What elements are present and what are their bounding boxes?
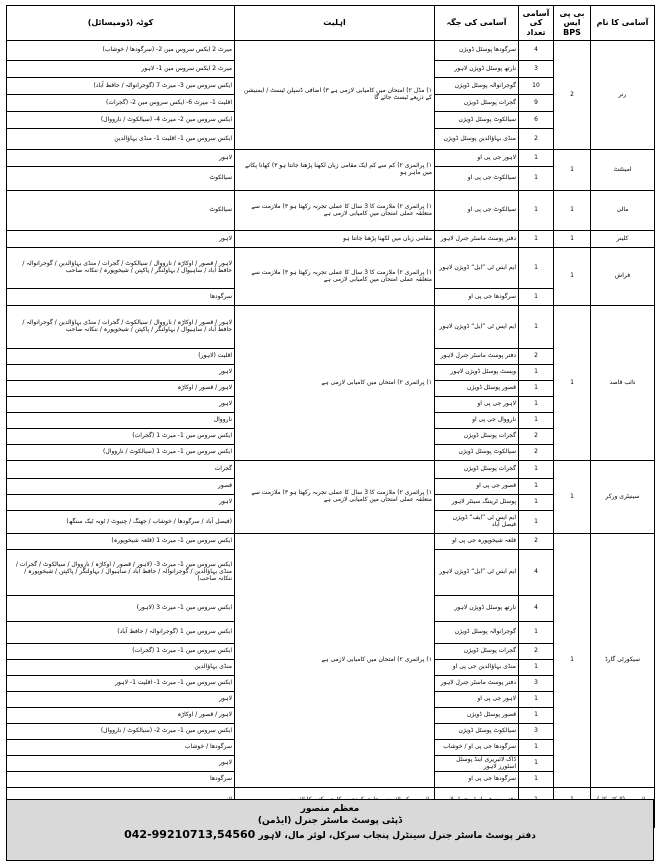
quota-cell: ایکس سروس مین 1- میرٹ 1- اقلیت 1- لاہور xyxy=(7,676,235,692)
place-cell: قلعہ شیخوپورہ جی پی او xyxy=(435,534,519,550)
quota-cell: ایکس سروس مین 1- میرٹ 1 (قلعہ شیخوپورہ) xyxy=(7,534,235,550)
quota-cell: لاہور xyxy=(7,365,235,381)
quota-cell: لاہور xyxy=(7,150,235,167)
table-row xyxy=(7,306,655,349)
bps-cell: 1 xyxy=(554,191,591,231)
quota-cell: ایکس سروس مین 1- میرٹ 2- (سیالکوٹ / نارووال) xyxy=(7,724,235,740)
place-cell: گوجرانوالہ پوسٹل ڈویژن xyxy=(435,622,519,644)
place-cell: دفتر پوسٹ ماسٹر جنرل لاہور xyxy=(435,231,519,248)
table-row xyxy=(7,150,655,167)
count-cell: 1 xyxy=(519,150,554,167)
count-cell: 2 xyxy=(519,534,554,550)
jobs-table-body xyxy=(7,41,655,828)
qualification-cell: ۱) مڈل ۲) امتحان میں کامیابی لازمی ہے ۳) اضافی ڈسپلن ٹیسٹ / ایمنیشن کے ذریعے ٹیسٹ جائے گا xyxy=(235,41,435,150)
place-cell: لاہور جی پی او xyxy=(435,397,519,413)
place-cell: ڈاک لائبریری اینڈ پوسٹل اسٹورز لاہور xyxy=(435,756,519,772)
count-cell: 1 xyxy=(519,413,554,429)
post-name-cell: سینیٹری ورکر xyxy=(591,461,655,534)
quota-cell: منڈی بہاؤالدین xyxy=(7,660,235,676)
qualification-cell: ۱) پرائمری ۲) ملازمت کا 3 سال کا عملی تجربہ رکھتا ہو ۳) ملازمت سے متعلقہ عملی امتحان میں کامیابی لازمی ہے xyxy=(235,191,435,231)
jobs-table xyxy=(6,5,655,828)
count-cell: 4 xyxy=(519,41,554,61)
count-cell: 1 xyxy=(519,461,554,479)
count-cell: 2 xyxy=(519,349,554,365)
place-cell: نارووال جی پی او xyxy=(435,413,519,429)
place-cell: دفتر پوسٹ ماسٹر جنرل لاہور xyxy=(435,676,519,692)
quota-cell: ایکس سروس مین 3- میرٹ 7 (گوجرانوالہ / حافظ آباد) xyxy=(7,78,235,95)
count-cell: 2 xyxy=(519,129,554,150)
qualification-cell: ۱) پرائمری ۲) کم سے کم ایک مقامی زبان لکھنا پڑھنا جانتا ہو ۳) کھانا پکانے میں ماہر ہو xyxy=(235,150,435,191)
count-cell: 4 xyxy=(519,550,554,596)
place-cell: گجرات پوسٹل ڈویژن xyxy=(435,461,519,479)
qualification-cell: ۱) پرائمری ۲) امتحان میں کامیابی لازمی ہے xyxy=(235,534,435,788)
table-row xyxy=(7,41,655,61)
place-cell: سیالکوٹ جی پی او xyxy=(435,191,519,231)
count-cell: 1 xyxy=(519,289,554,306)
quota-cell: ایکس سروس مین 1- میرٹ 1 (گجرات) xyxy=(7,644,235,660)
bps-cell: 1 xyxy=(554,150,591,191)
quota-cell: ایکس سروس مین 1- میرٹ 3 (لاہور) xyxy=(7,596,235,622)
count-cell: 1 xyxy=(519,231,554,248)
bps-cell: 1 xyxy=(554,306,591,461)
place-cell: سیالکوٹ پوسٹل ڈویژن xyxy=(435,724,519,740)
table-row xyxy=(7,191,655,231)
quota-cell: لاہور xyxy=(7,397,235,413)
header-post-name: آسامی کا نام xyxy=(591,6,655,41)
table-row xyxy=(7,461,655,479)
quota-cell: اقلیت (لاہور) xyxy=(7,349,235,365)
count-cell: 3 xyxy=(519,724,554,740)
office-name: دفتر پوسٹ ماسٹر جنرل سینٹرل پنجاب سرکل، لوئر مال، لاہور xyxy=(258,831,536,841)
post-name-cell: فراش xyxy=(591,248,655,306)
count-cell: 1 xyxy=(519,479,554,495)
count-cell: 2 xyxy=(519,644,554,660)
count-cell: 2 xyxy=(519,445,554,461)
place-cell: منڈی بہاؤالدین جی پی او xyxy=(435,660,519,676)
quota-cell: ایکس سروس مین 1- میرٹ 1 (سیالکوٹ / نارووال) xyxy=(7,445,235,461)
quota-cell: ایکس سروس مین 1- میرٹ 3- (لاہور / قصور / اوکاڑہ / نارووال / سیالکوٹ / گجرات / منڈی بہاؤالدین / گوجرانوالہ / حافظ آباد / ساہیوال / بہاولنگر / پاکپتن / شیخوپورہ / ننکانہ صاحب) xyxy=(7,550,235,596)
quota-cell: (فیصل آباد / سرگودھا / خوشاب / جھنگ / چنیوٹ / ٹوبہ ٹیک سنگھ) xyxy=(7,511,235,534)
quota-cell: نارووال xyxy=(7,413,235,429)
count-cell: 1 xyxy=(519,365,554,381)
place-cell: دفتر پوسٹ ماسٹر جنرل لاہور xyxy=(435,349,519,365)
post-name-cell: کلینر xyxy=(591,231,655,248)
place-cell: نارتھ پوسٹل ڈویژن لاہور xyxy=(435,596,519,622)
count-cell: 4 xyxy=(519,596,554,622)
place-cell: پوسٹل ٹریننگ سینٹر لاہور xyxy=(435,495,519,511)
count-cell: 9 xyxy=(519,95,554,112)
count-cell: 1 xyxy=(519,772,554,788)
quota-cell: سرگودھا xyxy=(7,772,235,788)
place-cell: قصور پوسٹل ڈویژن xyxy=(435,708,519,724)
post-name-cell: نائب قاصد xyxy=(591,306,655,461)
count-cell: 1 xyxy=(519,191,554,231)
place-cell: سرگودھا جی پی او xyxy=(435,772,519,788)
place-cell: قصور پوسٹل ڈویژن xyxy=(435,381,519,397)
count-cell: 3 xyxy=(519,676,554,692)
qualification-cell: ۱) پرائمری ۲) ملازمت کا 3 سال کا عملی تجربہ رکھتا ہو ۳) ملازمت سے متعلقہ عملی امتحان میں کامیابی لازمی ہے xyxy=(235,461,435,534)
place-cell: لاہور جی پی او xyxy=(435,150,519,167)
quota-cell: میرٹ 2 ایکس سروس مین 2- (سرگودھا / خوشاب) xyxy=(7,41,235,61)
quota-cell: قصور xyxy=(7,479,235,495)
count-cell: 10 xyxy=(519,78,554,95)
place-cell: سیالکوٹ پوسٹل ڈویژن xyxy=(435,445,519,461)
place-cell: گوجرانوالہ پوسٹل ڈویژن xyxy=(435,78,519,95)
count-cell: 1 xyxy=(519,660,554,676)
quota-cell: ایکس سروس مین 2- میرٹ 4- (سیالکوٹ / نارووال) xyxy=(7,112,235,129)
header-place: آسامی کی جگہ xyxy=(435,6,519,41)
place-cell: سیالکوٹ پوسٹل ڈویژن xyxy=(435,112,519,129)
count-cell: 1 xyxy=(519,708,554,724)
count-cell: 1 xyxy=(519,622,554,644)
bps-cell: 1 xyxy=(554,534,591,788)
count-cell: 1 xyxy=(519,511,554,534)
place-cell: منڈی بہاؤالدین پوسٹل ڈویژن xyxy=(435,129,519,150)
office-address xyxy=(7,828,653,841)
qualification-cell: ۱) پرائمری ۲) امتحان میں کامیابی لازمی ہے xyxy=(235,306,435,461)
post-name-cell: سیکورٹی گارڈ xyxy=(591,534,655,788)
place-cell: سرگودھا جی پی او / خوشاب xyxy=(435,740,519,756)
quota-cell: لاہور / قصور / اوکاڑہ xyxy=(7,708,235,724)
footer-box xyxy=(6,799,654,861)
place-cell: نارتھ پوسٹل ڈویژن لاہور xyxy=(435,61,519,78)
header-bps: بی پی ایس BPS xyxy=(554,6,591,41)
qualification-cell: ۱) پرائمری ۲) ملازمت کا 3 سال کا عملی تجربہ رکھتا ہو ۳) ملازمت سے متعلقہ عملی امتحان میں کامیابی لازمی ہے xyxy=(235,248,435,306)
officer-designation: ڈپٹی پوسٹ ماسٹر جنرل (ایڈمن) xyxy=(257,816,403,826)
quota-cell: لاہور xyxy=(7,692,235,708)
quota-cell: سیالکوٹ xyxy=(7,167,235,191)
quota-cell: ایکس سروس مین 1- اقلیت 1- منڈی بہاؤالدین xyxy=(7,129,235,150)
quota-cell: گجرات xyxy=(7,461,235,479)
place-cell: ایم ایس ٹی ”ایل“ ڈویژن لاہور xyxy=(435,306,519,349)
place-cell: ایم ایس ٹی ”ایف“ ڈویژن فیصل آباد xyxy=(435,511,519,534)
place-cell: ایم ایس ٹی ”ایل“ ڈویژن لاہور xyxy=(435,248,519,289)
quota-cell: سرگودھا xyxy=(7,289,235,306)
place-cell: ایم ایس ٹی ”ایل“ ڈویژن لاہور xyxy=(435,550,519,596)
quota-cell: لاہور / قصور / اوکاڑہ / نارووال / سیالکوٹ / گجرات / منڈی بہاؤالدین / گوجرانوالہ / حافظ آباد / ساہیوال / بہاولنگر / پاکپتن / شیخوپورہ / ننکانہ صاحب xyxy=(7,306,235,349)
count-cell: 1 xyxy=(519,306,554,349)
post-name-cell: مالی xyxy=(591,191,655,231)
advertisement-page xyxy=(6,5,654,861)
count-cell: 3 xyxy=(519,61,554,78)
quota-cell: لاہور xyxy=(7,495,235,511)
bps-cell: 2 xyxy=(554,41,591,150)
count-cell: 2 xyxy=(519,429,554,445)
post-name-cell: امینٹنٹ xyxy=(591,150,655,191)
officer-name: معظم منصور xyxy=(300,804,360,814)
count-cell: 1 xyxy=(519,167,554,191)
place-cell: گجرات پوسٹل ڈویژن xyxy=(435,644,519,660)
quota-cell: سیالکوٹ xyxy=(7,191,235,231)
quota-cell: ایکس سروس مین 1 (گوجرانوالہ / حافظ آباد) xyxy=(7,622,235,644)
bps-cell: 1 xyxy=(554,248,591,306)
quota-cell: ایکس سروس مین 1- میرٹ 1 (گجرات) xyxy=(7,429,235,445)
place-cell: ویسٹ پوسٹل ڈویژن لاہور xyxy=(435,365,519,381)
place-cell: قصور جی پی او xyxy=(435,479,519,495)
quota-cell: سرگودھا / خوشاب xyxy=(7,740,235,756)
header-count: آسامی کی تعداد xyxy=(519,6,554,41)
header-quota: کوٹہ (ڈومیسائل) xyxy=(7,6,235,41)
header-qualification: اہلیت xyxy=(235,6,435,41)
place-cell: لاہور جی پی او xyxy=(435,692,519,708)
quota-cell: اقلیت 1- میرٹ 6- ایکس سروس مین 2- (گجرات) xyxy=(7,95,235,112)
quota-cell: لاہور xyxy=(7,231,235,248)
quota-cell: میرٹ 2 ایکس سروس مین 1- لاہور xyxy=(7,61,235,78)
place-cell: سیالکوٹ جی پی او xyxy=(435,167,519,191)
bps-cell: 1 xyxy=(554,231,591,248)
count-cell: 1 xyxy=(519,740,554,756)
quota-cell: لاہور / قصور / اوکاڑہ / نارووال / سیالکوٹ / گجرات / منڈی بہاؤالدین / گوجرانوالہ / حافظ آباد / ساہیوال / بہاولنگر / پاکپتن / شیخوپورہ / ننکانہ صاحب xyxy=(7,248,235,289)
place-cell: گجرات پوسٹل ڈویژن xyxy=(435,429,519,445)
table-row xyxy=(7,231,655,248)
bps-cell: 1 xyxy=(554,461,591,534)
office-phone: 042-99210713,54560 xyxy=(124,828,256,841)
table-row xyxy=(7,248,655,289)
place-cell: سرگودھا جی پی او xyxy=(435,289,519,306)
count-cell: 1 xyxy=(519,397,554,413)
count-cell: 1 xyxy=(519,692,554,708)
count-cell: 1 xyxy=(519,381,554,397)
count-cell: 1 xyxy=(519,756,554,772)
quota-cell: لاہور / قصور / اوکاڑہ xyxy=(7,381,235,397)
table-header-row xyxy=(7,6,655,41)
place-cell: سرگودھا پوسٹل ڈویژن xyxy=(435,41,519,61)
post-name-cell: رنر xyxy=(591,41,655,150)
place-cell: گجرات پوسٹل ڈویژن xyxy=(435,95,519,112)
count-cell: 6 xyxy=(519,112,554,129)
count-cell: 1 xyxy=(519,495,554,511)
count-cell: 1 xyxy=(519,248,554,289)
table-row xyxy=(7,534,655,550)
quota-cell: لاہور xyxy=(7,756,235,772)
qualification-cell: مقامی زبان میں لکھنا پڑھنا جانتا ہو xyxy=(235,231,435,248)
